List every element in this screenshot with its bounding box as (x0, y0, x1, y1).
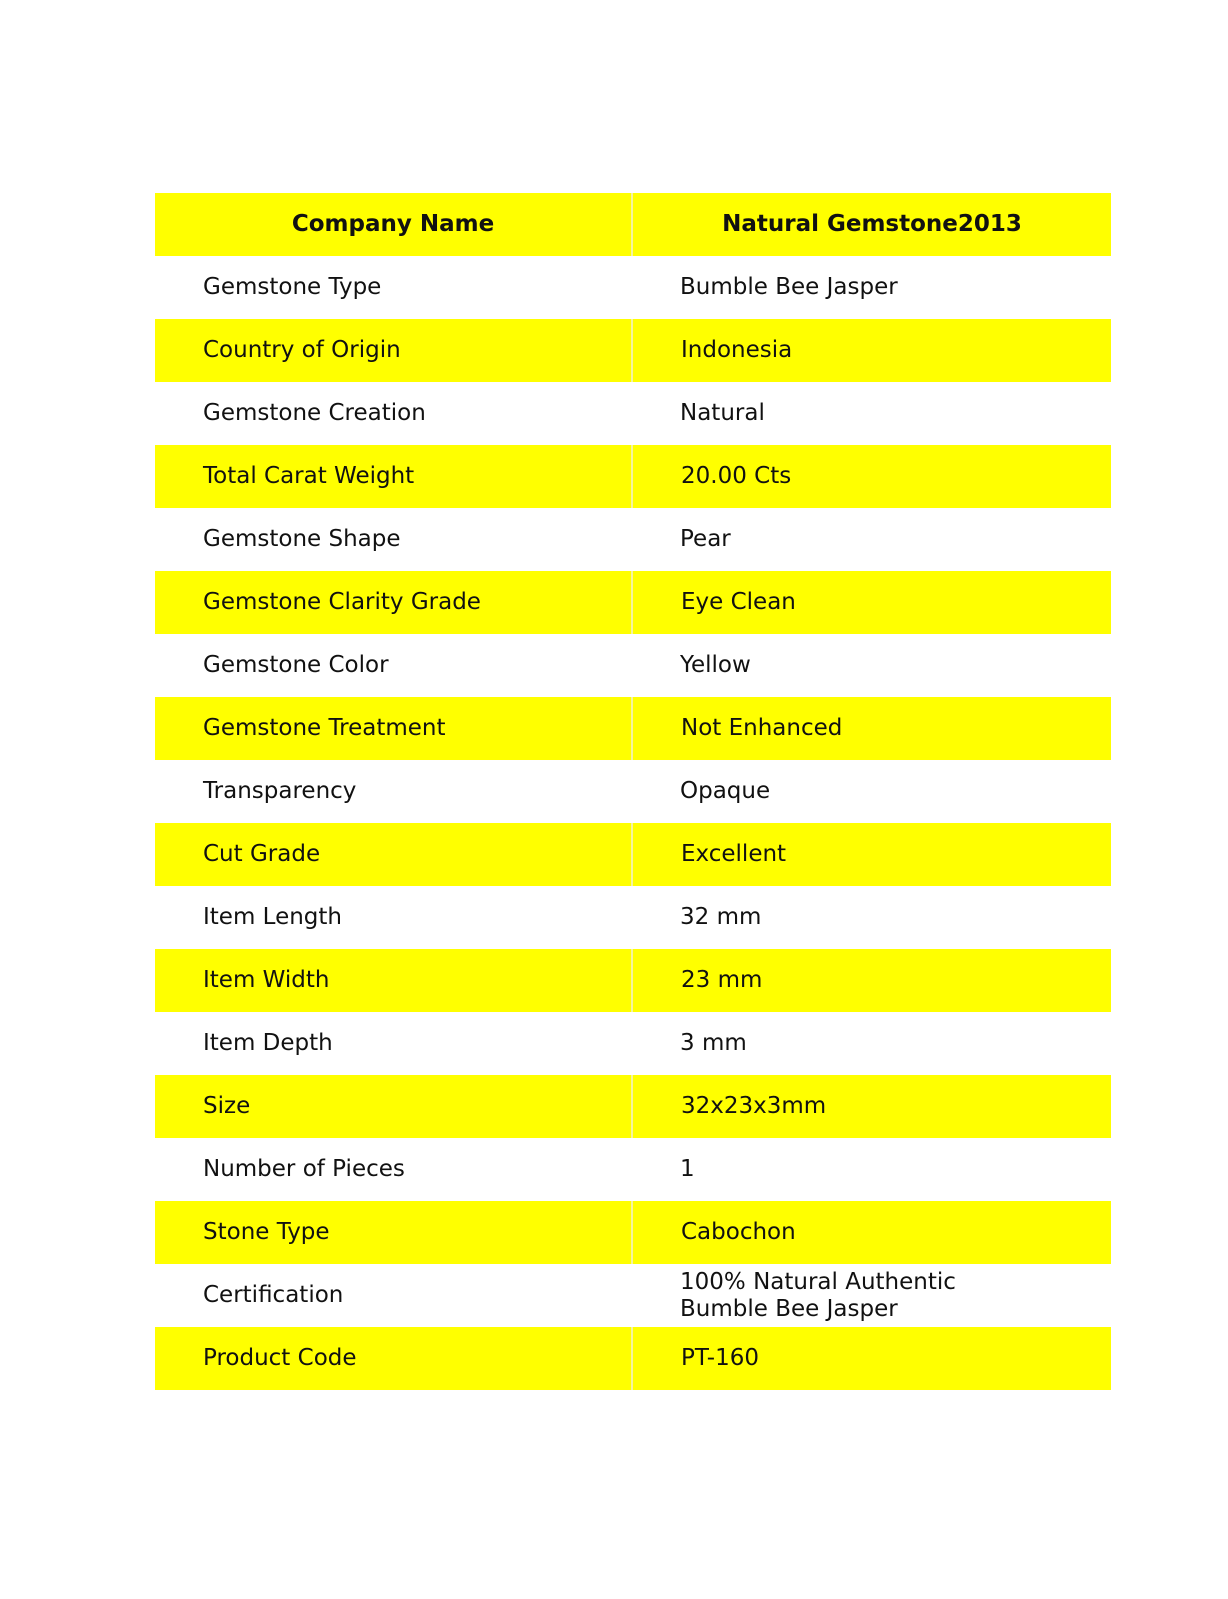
row-label: Gemstone Creation (203, 400, 426, 426)
row-value: Eye Clean (632, 571, 1111, 634)
row-label: Certification (203, 1282, 344, 1308)
row-value: 32x23x3mm (632, 1075, 1111, 1138)
row-value: 20.00 Cts (632, 445, 1111, 508)
table-row (155, 1264, 1111, 1327)
row-value: Bumble Bee Jasper (680, 274, 898, 300)
table-row (155, 445, 1111, 508)
row-label: Total Carat Weight (155, 445, 632, 508)
row-value: Cabochon (632, 1201, 1111, 1264)
row-label: Item Depth (203, 1030, 333, 1056)
row-label: Item Length (203, 904, 342, 930)
row-value: Excellent (632, 823, 1111, 886)
table-row (155, 1138, 1111, 1201)
table-row (155, 256, 1111, 319)
row-value: Natural (680, 400, 765, 426)
row-label: Gemstone Type (203, 274, 382, 300)
table-row (155, 1327, 1111, 1390)
row-label: Gemstone Clarity Grade (155, 571, 632, 634)
table-row (155, 1012, 1111, 1075)
row-label: Number of Pieces (203, 1156, 405, 1182)
row-label: Gemstone Color (203, 652, 389, 678)
table-row (155, 886, 1111, 949)
row-label: Country of Origin (155, 319, 632, 382)
row-value: Indonesia (632, 319, 1111, 382)
table-row (155, 382, 1111, 445)
row-value: Opaque (680, 778, 771, 804)
row-label: Gemstone Shape (203, 526, 401, 552)
table-row (155, 1075, 1111, 1138)
table-row (155, 571, 1111, 634)
table-row (155, 319, 1111, 382)
header-value: Natural Gemstone2013 (632, 193, 1111, 256)
table-row (155, 634, 1111, 697)
row-label: Size (155, 1075, 632, 1138)
table-header-row (155, 193, 1111, 256)
row-value: 1 (680, 1156, 695, 1182)
row-value: 3 mm (680, 1030, 747, 1056)
gemstone-spec-table (155, 193, 1111, 1390)
table-row (155, 949, 1111, 1012)
row-value: Yellow (680, 652, 751, 678)
row-value: 100% Natural Authentic Bumble Bee Jasper (680, 1268, 956, 1322)
row-value: PT-160 (632, 1327, 1111, 1390)
row-label: Gemstone Treatment (155, 697, 632, 760)
row-value: Pear (680, 526, 731, 552)
row-value: 23 mm (632, 949, 1111, 1012)
table-row (155, 508, 1111, 571)
row-value: Not Enhanced (632, 697, 1111, 760)
row-label: Stone Type (155, 1201, 632, 1264)
header-label: Company Name (155, 193, 632, 256)
table-row (155, 1201, 1111, 1264)
table-row (155, 760, 1111, 823)
table-row (155, 697, 1111, 760)
table-row (155, 823, 1111, 886)
row-label: Cut Grade (155, 823, 632, 886)
row-value: 32 mm (680, 904, 762, 930)
row-label: Transparency (203, 778, 357, 804)
row-label: Item Width (155, 949, 632, 1012)
row-label: Product Code (155, 1327, 632, 1390)
